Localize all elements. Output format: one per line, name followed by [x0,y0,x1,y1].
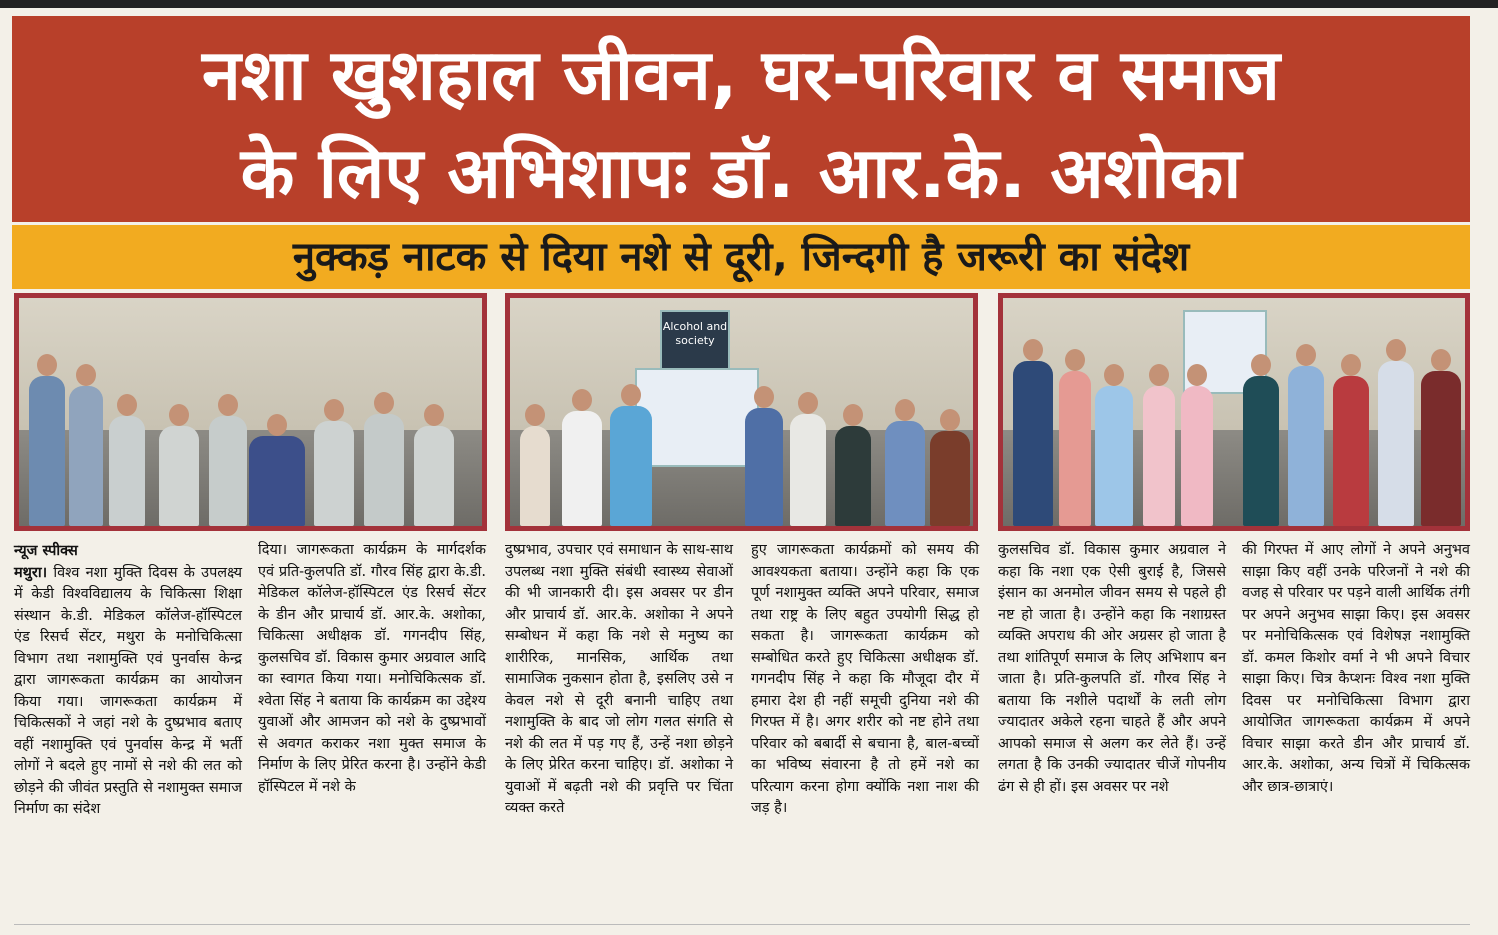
bottom-rule [14,924,1470,925]
byline: न्यूज स्पीक्स [14,542,78,559]
column-1-text: विश्व नशा मुक्ति दिवस के उपलक्ष्य में केडी विश्वविद्यालय के चिकित्सा शिक्षा संस्थान के.डी. मेडिकल कॉलेज-हॉस्पिटल एंड रिसर्च सेंटर, मथुरा के मनोचिकित्सा विभाग तथा नशामुक्ति एवं पुनर्वास केन्द्र द्वारा जागरूकता कार्यक्रम का आयोजन किया गया। जागरूकता कार्यक्रम में चिकित्सकों ने जहां नशे के दुष्प्रभाव बताए वहीं नशामुक्ति एवं पुनर्वास केन्द्र में भर्ती लोगों ने बदले हुए नामों से नशे की लत को छोड़ने की जीवंत प्रस्तुति से नशामुक्त समाज निर्माण का संदेश [14,564,242,817]
headline-banner [12,16,1470,222]
article-body [14,540,1470,920]
photo-audience [14,293,487,531]
article-column-2: दिया। जागरूकता कार्यक्रम के मार्गदर्शक एवं प्रति-कुलपति डॉ. गौरव सिंह द्वारा के.डी. मेडिकल कॉलेज-हॉस्पिटल एंड रिसर्च सेंटर के डीन और प्राचार्य डॉ. आर.के. अशोका, चिकित्सा अधीक्षक डॉ. गगनदीप सिंह, कुलसचिव डॉ. विकास कुमार अग्रवाल आदि का स्वागत किया गया। मनोचिकित्सक डॉ. श्वेता सिंह ने बताया कि कार्यक्रम का उद्देश्य युवाओं और आमजन को नशे के दुष्प्रभावों से अवगत कराकर नशा मुक्त समाज के निर्माण के लिए प्रेरित करना है। उन्होंने केडी हॉस्पिटल में नशे के [258,542,486,795]
event-poster [660,310,730,370]
article-column-3: दुष्प्रभाव, उपचार एवं समाधान के साथ-साथ उपलब्ध नशा मुक्ति संबंधी स्वास्थ्य सेवाओं की भी जानकारी दी। इस अवसर पर डीन और प्राचार्य डॉ. आर.के. अशोका ने अपने सम्बोधन में कहा कि नशे से मनुष्य का शारीरिक, मानसिक, आर्थिक तथा सामाजिक नुकसान होता है, इसलिए उसे न केवल नशे से दूरी बनानी चाहिए तथा नशामुक्ति के बाद जो लोग गलत संगति से नशे की लत में पड़ गए हैं, उन्हें नशा छोड़ने के लिए प्रेरित करना चाहिए। डॉ. अशोका ने युवाओं में बढ़ती नशे की प्रवृत्ति पर चिंता व्यक्त करते [505,542,733,816]
subheadline: नुक्कड़ नाटक से दिया नशे से दूरी, जिन्दगी है जरूरी का संदेश [12,225,1470,289]
top-rule [0,0,1498,8]
dateline-place: मथुरा। [14,563,48,581]
poster-text: Alcohol and society [662,320,728,347]
article-column-6: की गिरफ्त में आए लोगों ने अपने अनुभव साझा किए वहीं उनके परिजनों ने नशे की वजह से परिवार पर पड़ने वाली आर्थिक तंगी पर अपने अनुभव साझा किए। इस अवसर पर मनोचिकित्सक एवं विशेषज्ञ नशामुक्ति डॉ. कमल किशोर वर्मा ने भी अपने विचार साझा किए। चित्र कैप्शनः विश्व नशा मुक्ति दिवस पर मनोचिकित्सा विभाग द्वारा आयोजित जागरूकता कार्यक्रम में अपने विचार साझा करते डीन और प्राचार्य डॉ. आर.के. अशोका, अन्य चित्रों में चिकित्सक और छात्र-छात्राएं। [1242,542,1470,795]
event-banner [635,368,759,467]
headline-line-1: नशा खुशहाल जीवन, घर-परिवार व समाज [202,34,1280,116]
photo-dignitaries [505,293,978,531]
headline-line-2: के लिए अभिशापः डॉ. आर.के. अशोका [240,132,1242,214]
article-column-4: हुए जागरूकता कार्यक्रमों को समय की आवश्यकता बताया। उन्होंने कहा कि एक पूर्ण नशामुक्त व्यक्ति अपने परिवार, समाज तथा राष्ट्र के लिए बहुत उपयोगी सिद्ध हो सकता है। जागरूकता कार्यक्रम को सम्बोधित करते हुए चिकित्सा अधीक्षक डॉ. गगनदीप सिंह ने कहा कि मौजूदा दौर में हमारा देश ही नहीं समूची दुनिया नशे की गिरफ्त में है। अगर शरीर को नष्ट होने तथा परिवार को बबार्दी से बचाना है, बाल-बच्चों का भविष्य संवारना है तो हमें नशे का परित्याग करना होगा क्योंकि नशा नाश की जड़ है। [751,542,979,816]
photo-group [998,293,1470,531]
article-column-1 [14,540,242,821]
article-column-5: कुलसचिव डॉ. विकास कुमार अग्रवाल ने कहा कि नशा एक ऐसी बुराई है, जिससे इंसान का अनमोल जीवन समय से पहले ही नष्ट हो जाता है। उन्होंने कहा कि नशाग्रस्त व्यक्ति अपराध की ओर अग्रसर हो जाता है तथा शांतिपूर्ण समाज के लिए अभिशाप बन जाता है। प्रति-कुलपति डॉ. गौरव सिंह ने बताया कि नशीले पदार्थों के लती लोग ज्यादातर अकेले रहना चाहते हैं और अपने आपको समाज से अलग कर लेते हैं। उन्हें लगता है कि उनकी ज्यादातर चीजें गोपनीय ढंग से ही हों। इस अवसर पर नशे [998,542,1226,795]
